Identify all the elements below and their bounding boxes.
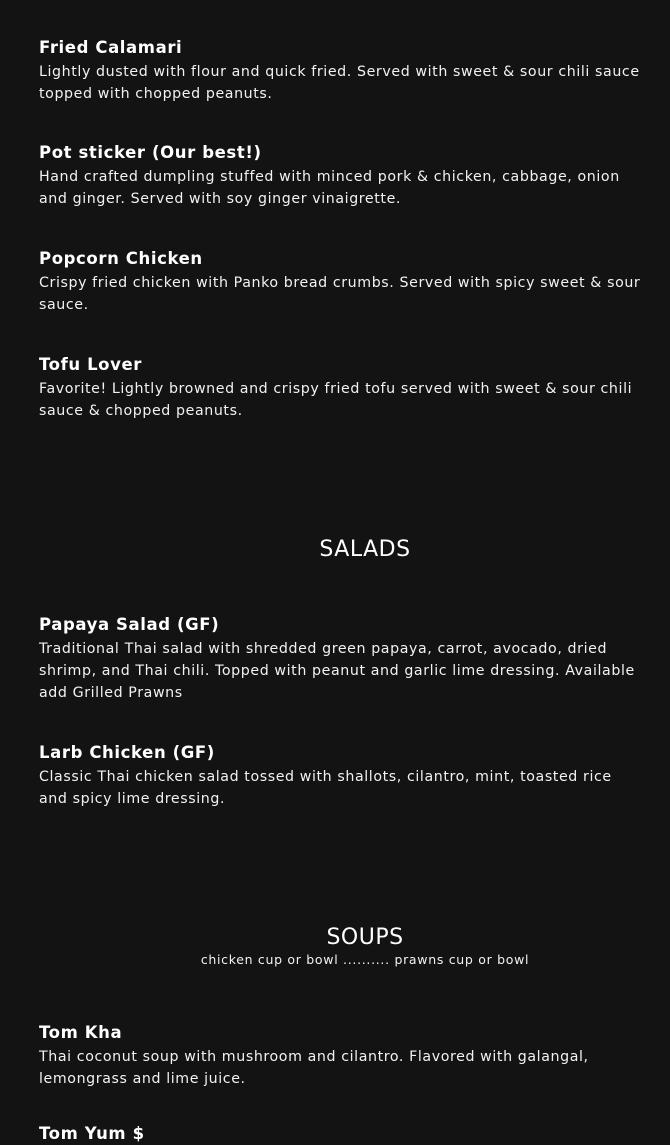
- item-description: Classic Thai chicken salad tossed with shallots, cilantro, mint, toasted rice and spicy lime dressing.: [39, 769, 612, 807]
- menu-item-tofu-lover: [39, 354, 644, 422]
- menu-item-papaya-salad: [39, 614, 644, 704]
- item-description: Hand crafted dumpling stuffed with minced pork & chicken, cabbage, onion and ginger. Served with soy ginger vinaigrette.: [39, 169, 620, 207]
- menu-item-fried-calamari: [39, 37, 644, 105]
- menu-item-popcorn-chicken: [39, 248, 644, 316]
- item-name: Tofu Lover: [39, 355, 143, 374]
- item-description: Thai coconut soup with mushroom and cilantro. Flavored with galangal, lemongrass and lime juice.: [39, 1049, 589, 1087]
- item-description: Crispy fried chicken with Panko bread crumbs. Served with spicy sweet & sour sauce.: [39, 275, 641, 313]
- item-name: Tom Yum $: [39, 1124, 145, 1143]
- section-title-soups: SOUPS: [326, 925, 404, 950]
- item-description: Favorite! Lightly browned and crispy fried tofu served with sweet & sour chili sauce & chopped peanuts.: [39, 381, 633, 419]
- item-description: Traditional Thai salad with shredded green papaya, carrot, avocado, dried shrimp, and Thai chili. Topped with peanut and garlic lime dressing. Available add Grilled Prawns: [39, 641, 635, 701]
- item-description: Lightly dusted with flour and quick fried. Served with sweet & sour chili sauce topped with chopped peanuts.: [39, 64, 640, 102]
- item-name: Larb Chicken (GF): [39, 743, 215, 762]
- item-name: Papaya Salad (GF): [39, 615, 220, 634]
- item-name: Pot sticker (Our best!): [39, 143, 262, 162]
- item-name: Tom Kha: [39, 1023, 123, 1042]
- section-title-salads: SALADS: [319, 537, 411, 562]
- item-name: Fried Calamari: [39, 38, 183, 57]
- menu-item-tom-yum: [39, 1123, 644, 1145]
- section-subtitle-soups: chicken cup or bowl .......... prawns cup or bowl: [200, 952, 530, 967]
- menu-item-tom-kha: [39, 1022, 644, 1090]
- menu-item-pot-sticker: [39, 142, 644, 210]
- menu-item-larb-chicken: [39, 742, 644, 810]
- item-name: Popcorn Chicken: [39, 249, 203, 268]
